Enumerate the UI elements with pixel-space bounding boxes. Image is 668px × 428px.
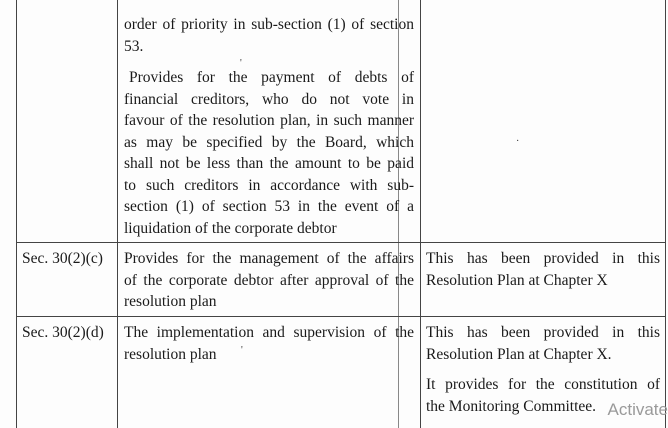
compliance-line: the Monitoring Committee. [426, 397, 597, 415]
table-divider-col2 [420, 0, 421, 428]
provision-line: resolution plan [124, 345, 217, 363]
activation-watermark: Activate [607, 400, 668, 419]
provision-line: favour of the resolution plan, in such manner [124, 112, 414, 129]
row1-provision-cell [124, 14, 414, 57]
table-row-divider-1 [16, 242, 666, 243]
provision-line: 53. [124, 37, 144, 55]
compliance-line: Resolution Plan at Chapter X. [426, 345, 612, 363]
row2-provision-cell [124, 248, 414, 313]
table-border-left [16, 0, 17, 428]
provision-line: shall not be less than the amount to be paid [124, 155, 414, 172]
row3-compliance-cell [426, 322, 660, 365]
provision-line: Provides for the payment of debts of [129, 69, 414, 86]
provision-line: liquidation of the corporate debtor [124, 219, 337, 237]
compliance-line: It provides for the constitution of [426, 376, 660, 393]
row3-section-label: Sec. 30(2)(d) [22, 324, 104, 341]
row2-compliance-cell [426, 248, 660, 291]
table-border-right [665, 0, 666, 428]
scan-speck: ' [240, 58, 242, 69]
provision-line: financial creditors, who do not vote in [124, 90, 414, 108]
provision-line: as may be specified by the Board, which [124, 133, 414, 151]
scan-speck: ' [241, 345, 243, 356]
compliance-line: This has been provided in this [426, 250, 660, 267]
table-divider-col1 [117, 0, 118, 428]
row2-section-label: Sec. 30(2)(c) [22, 250, 103, 267]
compliance-line: Resolution Plan at Chapter X [426, 271, 608, 289]
provision-line: section (1) of section 53 in the event of a [124, 198, 414, 215]
compliance-line: This has been provided in this [426, 324, 660, 341]
provision-line: Provides for the management of the affairs [124, 250, 414, 267]
provision-line: resolution plan [124, 293, 217, 310]
provision-line: The implementation and supervision of the [124, 324, 414, 341]
provision-line: to such creditors in accordance with sub- [124, 176, 414, 194]
scan-speck: · [516, 136, 520, 147]
row1-provision-paragraph-2 [124, 67, 414, 239]
table-row-divider-2 [16, 316, 666, 317]
provision-line: order of priority in sub-section (1) of section [124, 16, 414, 33]
provision-line: of the corporate debtor after approval of the [124, 271, 414, 289]
row3-provision-cell [124, 322, 414, 365]
